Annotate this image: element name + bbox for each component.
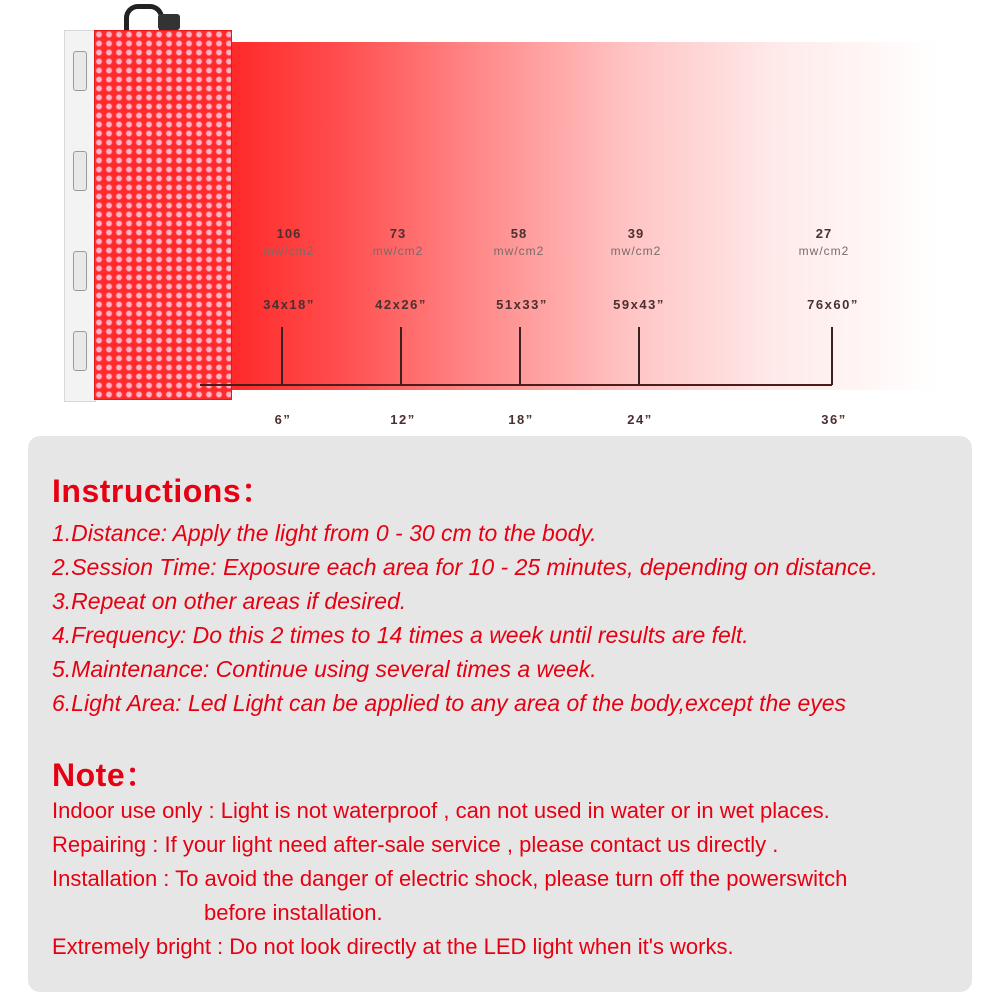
- instruction-item: 6.Light Area: Led Light can be applied to any area of the body,except the eyes: [52, 690, 847, 716]
- instruction-item: 5.Maintenance: Continue using several times a week.: [52, 656, 597, 682]
- power-plug: [158, 14, 180, 30]
- instructions-list: [52, 516, 878, 720]
- note-item: Installation : To avoid the danger of electric shock, please turn off the powerswitch: [52, 866, 848, 891]
- led-panel-image: [58, 0, 238, 410]
- led-grid: [94, 30, 232, 400]
- instruction-item: 3.Repeat on other areas if desired.: [52, 588, 407, 614]
- coverage-area: 42x26”: [375, 297, 427, 312]
- distance-tick: [519, 327, 521, 385]
- side-vent: [73, 331, 87, 371]
- distance-label: 18”: [508, 412, 534, 427]
- note-item: Indoor use only : Light is not waterproof , can not used in water or in wet places.: [52, 798, 830, 823]
- note-item: Repairing : If your light need after-sale service , please contact us directly .: [52, 832, 779, 857]
- note-item: Extremely bright : Do not look directly at the LED light when it's works.: [52, 934, 734, 959]
- note-heading: Note：: [52, 757, 158, 793]
- side-vent: [73, 51, 87, 91]
- coverage-area: 76x60”: [807, 297, 859, 312]
- distance-tick: [831, 327, 833, 385]
- distance-axis: [200, 384, 832, 386]
- distance-label: 6”: [274, 412, 292, 427]
- distance-tick: [638, 327, 640, 385]
- power-density-value: 106: [276, 226, 302, 241]
- distance-label: 24”: [627, 412, 653, 427]
- note-list: [52, 794, 847, 964]
- coverage-area: 34x18”: [263, 297, 315, 312]
- distance-tick: [400, 327, 402, 385]
- side-vent: [73, 151, 87, 191]
- light-distance-diagram: [0, 0, 1000, 440]
- note-item-continuation: before installation.: [204, 900, 383, 925]
- power-density-unit: mw/cm2: [798, 244, 850, 258]
- distance-label: 36”: [821, 412, 847, 427]
- power-density-value: 27: [815, 226, 833, 241]
- panel-side: [64, 30, 96, 402]
- power-density-unit: mw/cm2: [493, 244, 545, 258]
- distance-tick: [281, 327, 283, 385]
- coverage-area: 51x33”: [496, 297, 548, 312]
- power-density-unit: mw/cm2: [263, 244, 315, 258]
- distance-label: 12”: [390, 412, 416, 427]
- coverage-area: 59x43”: [613, 297, 665, 312]
- side-vent: [73, 251, 87, 291]
- power-density-unit: mw/cm2: [372, 244, 424, 258]
- instructions-heading: Instructions：: [52, 473, 274, 509]
- power-density-value: 58: [510, 226, 528, 241]
- instruction-item: 4.Frequency: Do this 2 times to 14 times a week until results are felt.: [52, 622, 749, 648]
- power-density-value: 73: [389, 226, 407, 241]
- instruction-item: 1.Distance: Apply the light from 0 - 30 cm to the body.: [52, 520, 597, 546]
- power-density-value: 39: [627, 226, 645, 241]
- instructions-card: [28, 436, 972, 992]
- light-beam: [200, 42, 940, 390]
- instruction-item: 2.Session Time: Exposure each area for 10 - 25 minutes, depending on distance.: [52, 554, 878, 580]
- power-density-unit: mw/cm2: [610, 244, 662, 258]
